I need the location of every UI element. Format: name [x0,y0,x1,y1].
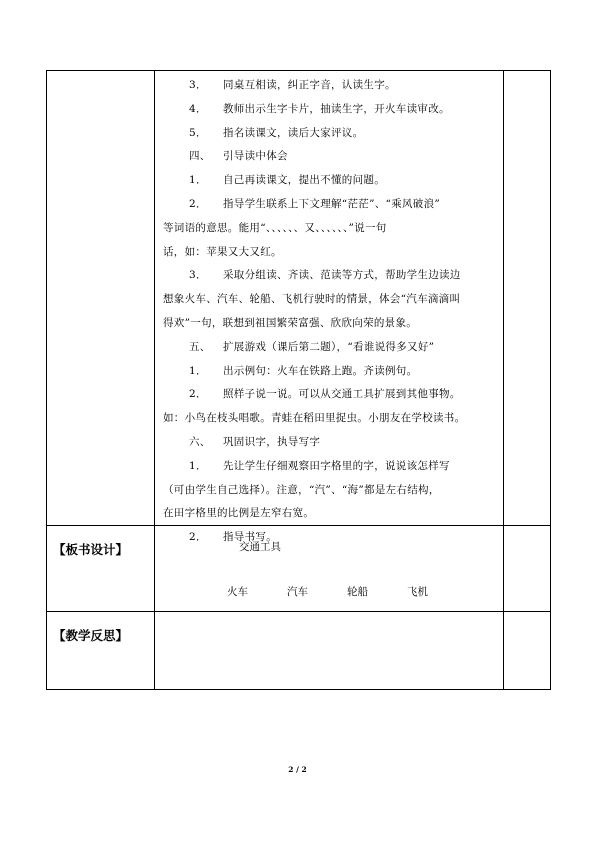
board-label-cell [47,526,155,612]
step-number: 2． [189,531,207,544]
step-text: 扩展游戏（课后第二题），“看谁说得多又好” [223,340,435,353]
step-number: 3． [189,79,207,91]
board-item: 轮船 [347,586,368,598]
steps-label-cell [47,71,155,526]
reflection-label-cell [47,612,155,690]
board-design-row [47,526,551,612]
reflection-content-cell [155,612,504,690]
step-number: 1． [189,459,207,472]
step-text: 指导学生联系上下文理解“茫茫”、“乘风破浪” [223,198,441,210]
board-design-label: 【板书设计】 [53,542,129,557]
page-number: 2 / 2 [288,765,307,774]
board-side-cell [504,526,551,612]
step-text: 指名读课文，读后大家评议。 [223,126,364,139]
steps-content-cell [155,71,504,544]
step-number: 1． [189,174,207,187]
step-text: 巩固识字，执导写字 [223,436,321,448]
reflection-label: 【教学反思】 [53,628,129,643]
board-item: 火车 [227,586,248,598]
board-item: 汽车 [287,586,308,598]
step-number: 2． [189,198,207,210]
step-text: 指导书写。 [223,531,277,544]
step-text: 话，如：苹果又大又红。 [163,245,282,258]
lesson-steps-row [47,71,551,526]
step-number: 六、 [189,436,211,448]
lesson-plan-table [46,70,551,690]
step-text: 出示例句：火车在铁路上跑。齐读例句。 [223,364,418,377]
step-number: 四、 [189,150,211,163]
step-text: 照样子说一说。可以从交通工具扩展到其他事物。 [223,388,461,401]
lesson-steps [155,71,503,544]
step-text: 教师出示生字卡片，抽读生字，开火车读审改。 [223,102,450,115]
step-text: 想象火车、汽车、轮船、飞机行驶时的情景，体会“汽车滴滴叫 [163,293,461,306]
step-number: 3． [189,269,207,282]
board-title: 交通工具 [239,541,281,553]
step-number: 1． [189,364,207,377]
step-number: 2． [189,388,207,401]
reflection-row [47,612,551,690]
step-number: 4． [189,102,207,115]
board-content-cell [155,526,504,612]
step-text: 先让学生仔细观察田字格里的字，说说该怎样写 [223,459,450,472]
step-text: 自己再读课文，提出不懂的问题。 [223,174,385,187]
step-text: 等词语的意思。能用“、、、、、、又、、、、、、”说一句 [163,221,387,234]
step-text: 引导读中体会 [223,150,288,163]
reflection-side-cell [504,612,551,690]
board-item: 飞机 [407,586,428,598]
step-text: 得欢”一句，联想到祖国繁荣富强、欣欣向荣的景象。 [163,317,418,329]
step-text: 如：小鸟在枝头唱歌。青蛙在稻田里捉虫。小朋友在学校读书。 [163,412,466,425]
step-text: 在田字格里的比例是左窄右宽。 [163,507,315,520]
step-text: 同桌互相读，纠正字音，认读生字。 [223,79,396,91]
step-number: 5． [189,126,207,139]
step-number: 五、 [189,340,211,353]
steps-side-cell [504,71,551,526]
step-text: 采取分组读、齐读、范读等方式，帮助学生边读边 [223,269,461,282]
step-text: （可由学生自己选择）。注意，“汽”、“海”都是左右结构， [163,483,440,496]
